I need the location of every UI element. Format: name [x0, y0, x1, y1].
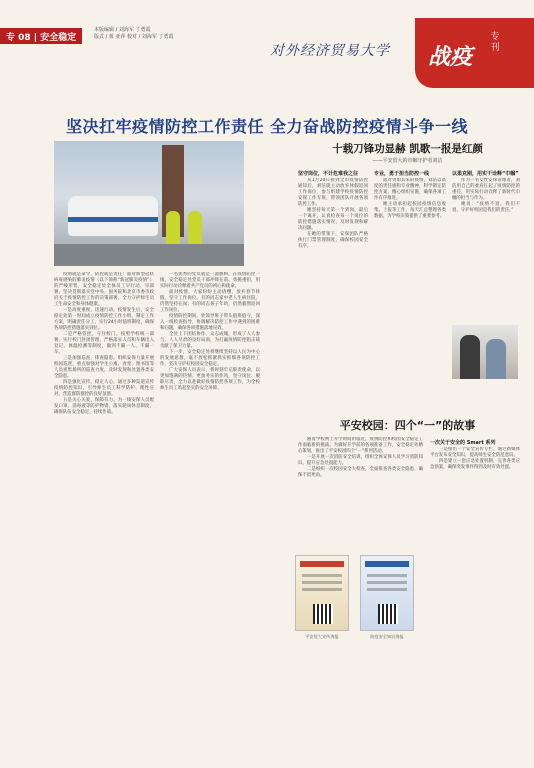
profile-photo [452, 325, 518, 379]
special-edition-title: 战疫 [428, 45, 473, 70]
poster-1-caption: 平安贸大宣传海报 [305, 634, 339, 639]
qr-code-icon [313, 604, 333, 624]
campus-safety-col-1: 随着学校网上开学时间的临近，疫情防控和校园安全稳定工作面临新的挑战。为做好开学前的各项准备工作，安全稳定处精心策划，推出了平安校园四个“一”系列活动。 一是开展一次消防安全培训，组织全体安保人员学习消防知识，提升应急处置能力。 二是组织一次校园安全大检查，全面排查各类安全隐患，确保不留死角。 [298, 437, 423, 478]
profile-col-1: 从1月20日接到全市疫情防控通知后，刘洁就主动放弃休假返回工作岗位，参与组建学校疫情防控安保工作专班，带领团队开展各项防控工作。 她坚持每天第一个到岗、最后一个离开，认真检查每一个岗位的防控措施落实情况，及时发现和解决问题。 在她的带领下，安保团队严格执行门禁管理制度，确保校园安全有序。 [298, 178, 368, 249]
security-guards-photo [54, 141, 244, 266]
campus-safety-headline: 平安校园：四个“一”的故事 [339, 419, 476, 432]
photo-person-2 [486, 339, 506, 379]
photo-person-1 [460, 335, 480, 379]
profile-col-3: 作为一名女性安保管理者，刘洁用自己的柔肩扛起了疫情防控的重任，用实际行动诠释了新时代巾帼的担当与作为。 她说：“疫情不退，我们不退，守护好校园是我们的责任。” [452, 178, 520, 213]
page-header [0, 0, 534, 90]
left-article-col-2: 一名优秀的党员就是一面旗帜。在疫情防控一线，安全稳定处党员干部冲锋在前、勇挑重担，用实际行动诠释着共产党员的初心和使命。 面对疫情，大家纷纷主动请缨，放弃春节休假，坚守工作岗位。有的同志家中老人生病住院，仍然坚持在岗；有的同志孩子年幼，仍然毅然返回工作岗位。 疫情防控期间，处领导班子带头值班值守，深入一线检查指导，协调解决防控工作中遇到的困难和问题，确保各项措施落地见效。 全处上下团结协作、众志成城，形成了人人参与、人人尽责的良好局面，为打赢疫情防控阻击战贡献了保卫力量。 下一步，安全稳定处将继续坚持以人民为中心的发展思想，毫不放松抓紧抓实抓细各项防控工作，坚决守护好校园安全稳定。 广大安保人员表示，将时刻牢记职责使命，以更加饱满的热情、更加务实的作风，坚守岗位、履职尽责，全力以赴做好疫情防控各项工作，为全校师生员工筑起坚实的安全屏障。 [160, 272, 260, 391]
left-article-col-1: 疫情就是命令，防控就是责任！面对新型冠状病毒感染的肺炎疫情（以下简称“新冠肺炎疫情”）的严峻形势，安全稳定处全体员工早行动、早部署，坚决贯彻落实党中央、国务院和北京市委市政府关于疫情防控工作的决策部署，全力守护师生员工生命安全和身体健康。 一是高度重视，迅速行动。疫情发生后，安全稳定处第一时间成立疫情防控工作小组，制定工作方案，明确责任分工，实行24小时值班制度，确保各项防控措施落实到位。 二是严格管控，守住校门。按照学校统一部署，实行校门封闭管理，严格落实人员和车辆出入登记、体温检测等制度，做到不漏一人、不漏一车。 三是加强巡查，排查隐患。组织安保力量开展校园巡逻，重点加强对学生公寓、食堂、图书馆等人员密集场所的巡查力度，及时发现和处置各类安全隐患。 四是强化宣传，稳定人心。通过多种渠道宣传疫情防控知识，引导师生员工科学防护、理性应对，营造群防群控的良好氛围。 五是关心关爱，保障有力。为一线安保人员配发口罩、消毒液等防护物资，落实轮岗休息制度，确保队伍安全稳定、持续作战。 [54, 272, 154, 415]
editors-credit: 本版编辑 / 刘海军 丁勇霞 版式 / 黄 亚萍 校对 / 刘海军 丁勇霞 [94, 27, 174, 40]
poster-image-1 [295, 555, 349, 631]
photo-patrol-car [68, 196, 158, 236]
profile-col-2: 面对突如其来的疫情，刘洁以高度的责任感和专业精神，科学制定防控方案，精心组织实施，确保各项工作有序推进。 她主动承担起校园疫情信息收集、上报等工作，每天汇总整理各类数据，为学校决策提供了重要参考。 [374, 178, 446, 219]
campus-safety-col-2-head: 一次关于安全的 Smart 系列 [430, 440, 496, 446]
page-section-tag: 专 08 | 安全稳定 [0, 28, 82, 44]
poster-image-2 [360, 555, 414, 631]
profile-section-3-head: 以柔克刚，用实干诠释“巾帼” [452, 171, 519, 177]
campus-safety-col-2: 三是推出一个安全宣传专栏，通过新媒体平台发布安全知识，提高师生安全防范意识。 四是建立一套应急处置机制，完善各类应急预案，确保突发事件得到及时有效处置。 [430, 447, 520, 470]
profile-headline: 十载刀锋功显赫 凯歌一报是红颜 [332, 143, 483, 155]
poster-2-caption: 防疫安全知识海报 [370, 634, 404, 639]
qr-code-icon [378, 604, 398, 624]
main-headline: 坚决扛牢疫情防控工作责任 全力奋战防控疫情斗争一线 [65, 117, 469, 136]
profile-section-1-head: 坚守岗位，不计危难我之往 [298, 171, 359, 177]
school-name-calligraphy: 对外经济贸易大学 [270, 43, 390, 59]
special-edition-subtitle: 专刊 [490, 32, 500, 53]
profile-section-2-head: 专业，勇于担当防控一线 [374, 171, 430, 177]
profile-subtitle: ——平安贸大的巾帼守护者刘洁 [372, 158, 443, 164]
